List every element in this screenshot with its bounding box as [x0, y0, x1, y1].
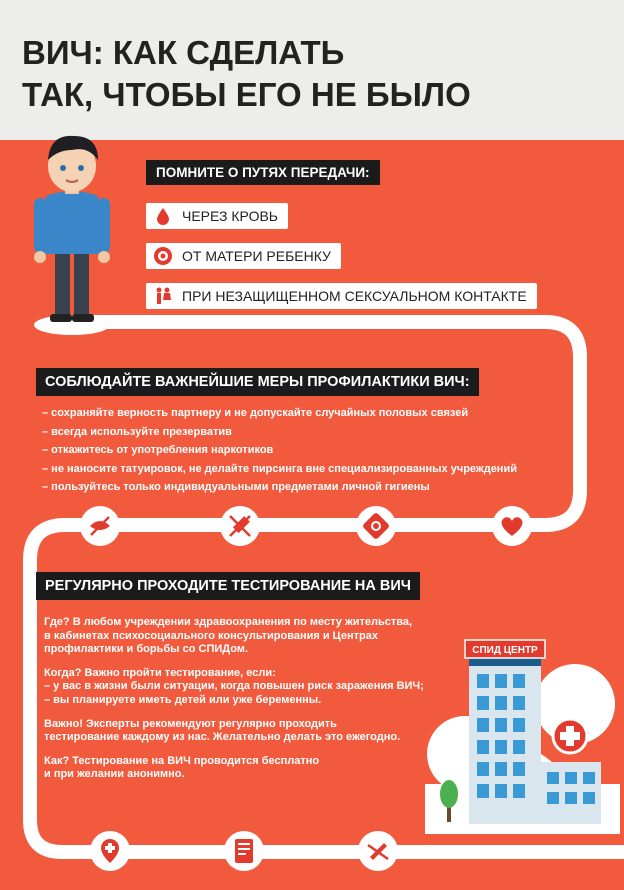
testing-line: и при желании анонимно.: [44, 768, 185, 781]
transmission-item-label: ПРИ НЕЗАЩИЩЕННОМ СЕКСУАЛЬНОМ КОНТАКТЕ: [182, 288, 527, 304]
no-lips-icon: [80, 506, 120, 546]
testing-important: [44, 718, 424, 745]
testing-heading: РЕГУЛЯРНО ПРОХОДИТЕ ТЕСТИРОВАНИЕ НА ВИЧ: [36, 572, 420, 600]
no-syringe-icon: [220, 506, 260, 546]
prevention-item: – пользуйтесь только индивидуальными предметами личной гигиены: [42, 481, 430, 494]
testing-line: тестирование каждому из нас. Желательно делать это ежегодно.: [44, 731, 401, 744]
prevention-item: – всегда используйте презерватив: [42, 425, 232, 438]
testing-line: в кабинетах психосоциального консультирования и Центрах: [44, 629, 378, 642]
mother-child-icon: [152, 245, 174, 267]
testing-line: Где? В любом учреждении здравоохранения по месту жительства,: [44, 616, 413, 628]
prevention-item: – откажитесь от употребления наркотиков: [42, 444, 274, 457]
building-sign: СПИД ЦЕНТР: [472, 645, 538, 656]
blood-drop-icon: [152, 205, 174, 227]
transmission-heading: ПОМНИТЕ О ПУТЯХ ПЕРЕДАЧИ:: [146, 160, 380, 185]
title-line-2: ТАК, ЧТОБЫ ЕГО НЕ БЫЛО: [22, 76, 471, 113]
testing-line: Как? Тестирование на ВИЧ проводится бесплатно: [44, 754, 320, 767]
transmission-item-label: ЧЕРЕЗ КРОВЬ: [182, 208, 278, 224]
prevention-item: – сохраняйте верность партнеру и не допускайте случайных половых связей: [42, 407, 469, 419]
condom-icon: [356, 506, 396, 546]
transmission-item-label: ОТ МАТЕРИ РЕБЕНКУ: [182, 248, 331, 264]
testing-where: [44, 616, 424, 657]
title-line-1: ВИЧ: КАК СДЕЛАТЬ: [22, 34, 345, 71]
aids-center-building: [425, 634, 620, 834]
no-needle-icon: [358, 831, 398, 871]
testing-line: Когда? Важно пройти тестирование, если:: [44, 666, 276, 679]
testing-when: [44, 667, 424, 708]
transmission-item-mother: [146, 243, 341, 269]
heart-icon: [492, 506, 532, 546]
prevention-heading: СОБЛЮДАЙТЕ ВАЖНЕЙШИЕ МЕРЫ ПРОФИЛАКТИКИ ВИЧ:: [36, 368, 479, 396]
prevention-list: [42, 404, 517, 497]
testing-line: – у вас в жизни были ситуации, когда повышен риск заражения ВИЧ;: [44, 680, 424, 693]
prevention-item: – не наносите татуировок, не делайте пирсинга вне специализированных учреждений: [42, 462, 517, 475]
test-document-icon: [224, 831, 264, 871]
person-illustration: [22, 128, 122, 338]
testing-line: – вы планируете иметь детей или уже беременны.: [44, 693, 322, 706]
testing-line: Важно! Эксперты рекомендуют регулярно проходить: [44, 717, 337, 730]
transmission-item-sexual: [146, 283, 537, 309]
testing-line: профилактики и борьбы со СПИДом.: [44, 643, 248, 656]
location-cross-icon: [90, 831, 130, 871]
transmission-item-blood: [146, 203, 288, 229]
couple-icon: [152, 285, 174, 307]
testing-text: [44, 616, 424, 792]
testing-how: [44, 755, 424, 782]
